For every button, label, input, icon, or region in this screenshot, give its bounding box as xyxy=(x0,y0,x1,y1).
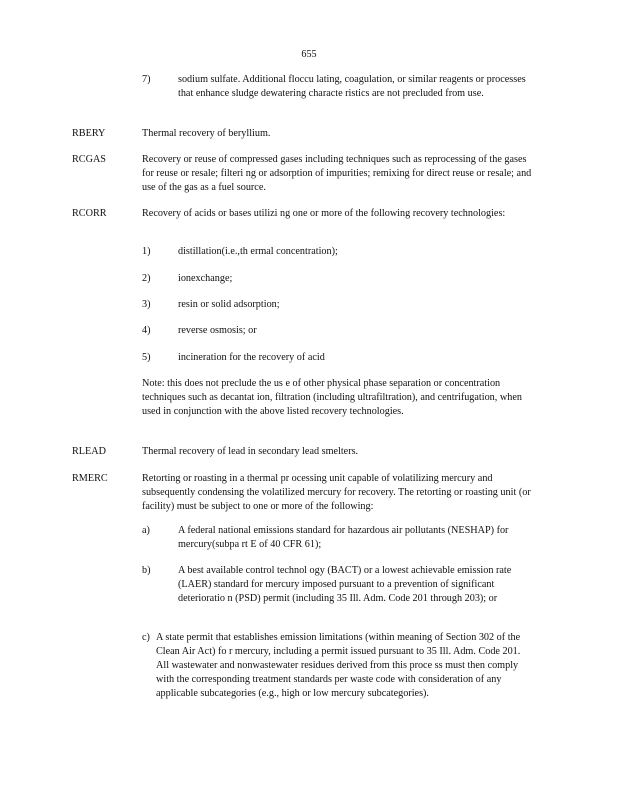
entry-code: RMERC xyxy=(72,473,108,484)
item-text: reverse osmosis; or xyxy=(178,325,257,336)
list-item xyxy=(142,351,534,365)
list-item xyxy=(142,245,534,259)
entry-description: Thermal recovery of beryllium. xyxy=(142,128,271,139)
note-text: Note: this does not preclude the us e of other physical phase separation or concentration techniques such as decantat ion, filtration (including ultrafiltration), and centrifugation, when used in conjunction with the above listed recovery technologies. xyxy=(142,378,522,417)
item-number: 3) xyxy=(142,299,151,310)
entry-description: Recovery of acids or bases utilizi ng one or more of the following recovery technologies: xyxy=(142,208,506,219)
list-item xyxy=(142,324,534,338)
item-text: resin or solid adsorption; xyxy=(178,299,280,310)
item-number: 1) xyxy=(142,246,151,257)
item-text: A best available control technol ogy (BACT) or a lowest achievable emission rate (LAER) standard for mercury imposed pursuant to a prevention of significant deterioratio n (PSD) permit (including 35 Ill. Adm. Code 201 through 203); or xyxy=(178,565,512,604)
item-text: A federal national emissions standard for hazardous air pollutants (NESHAP) for mercury(subpa rt E of 40 CFR 61); xyxy=(178,525,509,550)
entry-description: Recovery or reuse of compressed gases including techniques such as reprocessing of the gases for reuse or resale; filteri ng or adsorption of impurities; remixing for direct reuse or resale; and use of the gas as a fuel source. xyxy=(142,154,532,193)
page-number: 655 xyxy=(301,49,317,60)
item-text: sodium sulfate. Additional floccu lating, coagulation, or similar reagents or processes that enhance sludge dewatering characte ristics are not precluded from use. xyxy=(178,74,526,99)
item-number: a) xyxy=(142,525,150,536)
entry-code: RCGAS xyxy=(72,154,106,165)
entry-code: RCORR xyxy=(72,208,107,219)
item-number: 5) xyxy=(142,352,151,363)
list-item xyxy=(142,298,534,312)
item-number: c) xyxy=(142,632,150,643)
entry-description: Thermal recovery of lead in secondary lead smelters. xyxy=(142,446,359,457)
list-item xyxy=(142,631,534,715)
entry-description: Retorting or roasting in a thermal pr ocessing unit capable of volatilizing mercury and subsequently condensing the volatilized mercury for recovery. The retorting or roasting unit (or facility) must be subject to one or more of the following: xyxy=(142,473,531,512)
list-item xyxy=(142,73,534,115)
list-item xyxy=(142,272,534,286)
item-text: distillation(i.e.,th ermal concentration); xyxy=(178,246,338,257)
list-item xyxy=(142,564,534,620)
item-text: ionexchange; xyxy=(178,273,233,284)
entry-code: RLEAD xyxy=(72,446,106,457)
item-number: b) xyxy=(142,565,151,576)
entry-code: RBERY xyxy=(72,128,106,139)
item-text: incineration for the recovery of acid xyxy=(178,352,325,363)
list-item xyxy=(142,524,534,552)
item-number: 4) xyxy=(142,325,151,336)
item-number: 7) xyxy=(142,74,151,85)
item-number: 2) xyxy=(142,273,151,284)
item-text: A state permit that establishes emission limitations (within meaning of Section 302 of the Clean Air Act) fo r mercury, including a permit issued pursuant to 35 Ill. Adm. Code 201. All wastewater and nonwastewater residues derived from this proce ss must then comply with the corresponding treatment standards per waste code with consideration of any applicable subcategories (e.g., high or low mercury subcategories). xyxy=(156,632,521,699)
